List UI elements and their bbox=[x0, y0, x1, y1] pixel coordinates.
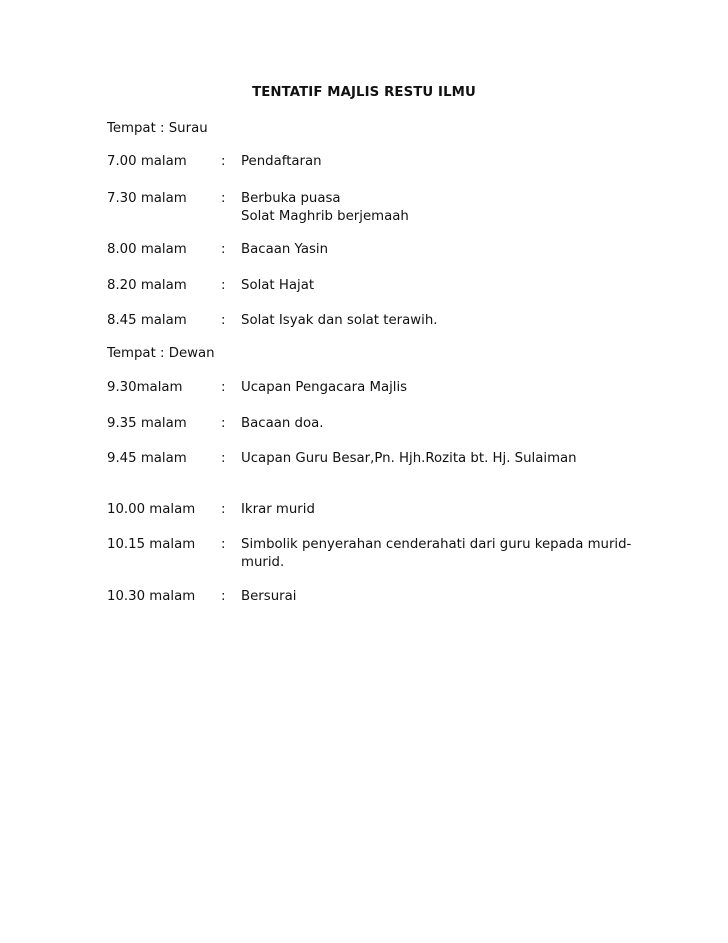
schedule-time: 8.00 malam bbox=[107, 242, 187, 257]
schedule-description bbox=[241, 312, 621, 330]
schedule-time: 7.00 malam bbox=[107, 154, 187, 169]
schedule-description bbox=[241, 190, 621, 226]
schedule-separator: : bbox=[221, 589, 226, 604]
schedule-description bbox=[241, 277, 621, 295]
schedule-description-line: Ucapan Pengacara Majlis bbox=[241, 380, 408, 395]
schedule-description bbox=[241, 153, 621, 171]
schedule-time: 10.15 malam bbox=[107, 537, 196, 552]
schedule-description bbox=[241, 379, 621, 397]
schedule-time: 10.00 malam bbox=[107, 502, 196, 517]
schedule-time: 9.45 malam bbox=[107, 451, 187, 466]
schedule-description-line: Bersurai bbox=[241, 589, 297, 604]
schedule-description bbox=[241, 501, 621, 519]
schedule-description-line: Simbolik penyerahan cenderahati dari guru kepada murid- bbox=[241, 537, 632, 552]
schedule-separator: : bbox=[221, 154, 226, 169]
schedule-separator: : bbox=[221, 242, 226, 257]
venue-surau-label: Tempat : Surau bbox=[107, 121, 208, 136]
schedule-time: 8.20 malam bbox=[107, 278, 187, 293]
schedule-description bbox=[241, 450, 621, 468]
venue-dewan-label: Tempat : Dewan bbox=[107, 346, 215, 361]
schedule-description-line: Ucapan Guru Besar,Pn. Hjh.Rozita bt. Hj. Sulaiman bbox=[241, 451, 577, 466]
schedule-separator: : bbox=[221, 537, 226, 552]
schedule-description bbox=[241, 415, 621, 433]
schedule-separator: : bbox=[221, 191, 226, 206]
schedule-time: 8.45 malam bbox=[107, 313, 187, 328]
schedule-description-line: Solat Maghrib berjemaah bbox=[241, 209, 409, 224]
schedule-description-line: Bacaan doa. bbox=[241, 416, 324, 431]
schedule-description-line: murid. bbox=[241, 555, 285, 570]
schedule-separator: : bbox=[221, 278, 226, 293]
schedule-time: 7.30 malam bbox=[107, 191, 187, 206]
schedule-time: 9.35 malam bbox=[107, 416, 187, 431]
schedule-description-line: Pendaftaran bbox=[241, 154, 322, 169]
schedule-description bbox=[241, 588, 621, 606]
schedule-description-line: Ikrar murid bbox=[241, 502, 315, 517]
schedule-description-line: Solat Isyak dan solat terawih. bbox=[241, 313, 438, 328]
schedule-time: 9.30malam bbox=[107, 380, 183, 395]
schedule-description-line: Solat Hajat bbox=[241, 278, 315, 293]
document-title: TENTATIF MAJLIS RESTU ILMU bbox=[252, 85, 476, 100]
schedule-separator: : bbox=[221, 451, 226, 466]
schedule-separator: : bbox=[221, 313, 226, 328]
schedule-separator: : bbox=[221, 416, 226, 431]
schedule-separator: : bbox=[221, 502, 226, 517]
schedule-time: 10.30 malam bbox=[107, 589, 196, 604]
schedule-separator: : bbox=[221, 380, 226, 395]
schedule-description bbox=[241, 536, 632, 572]
schedule-description-line: Bacaan Yasin bbox=[241, 242, 329, 257]
schedule-description bbox=[241, 241, 621, 259]
schedule-description-line: Berbuka puasa bbox=[241, 191, 341, 206]
